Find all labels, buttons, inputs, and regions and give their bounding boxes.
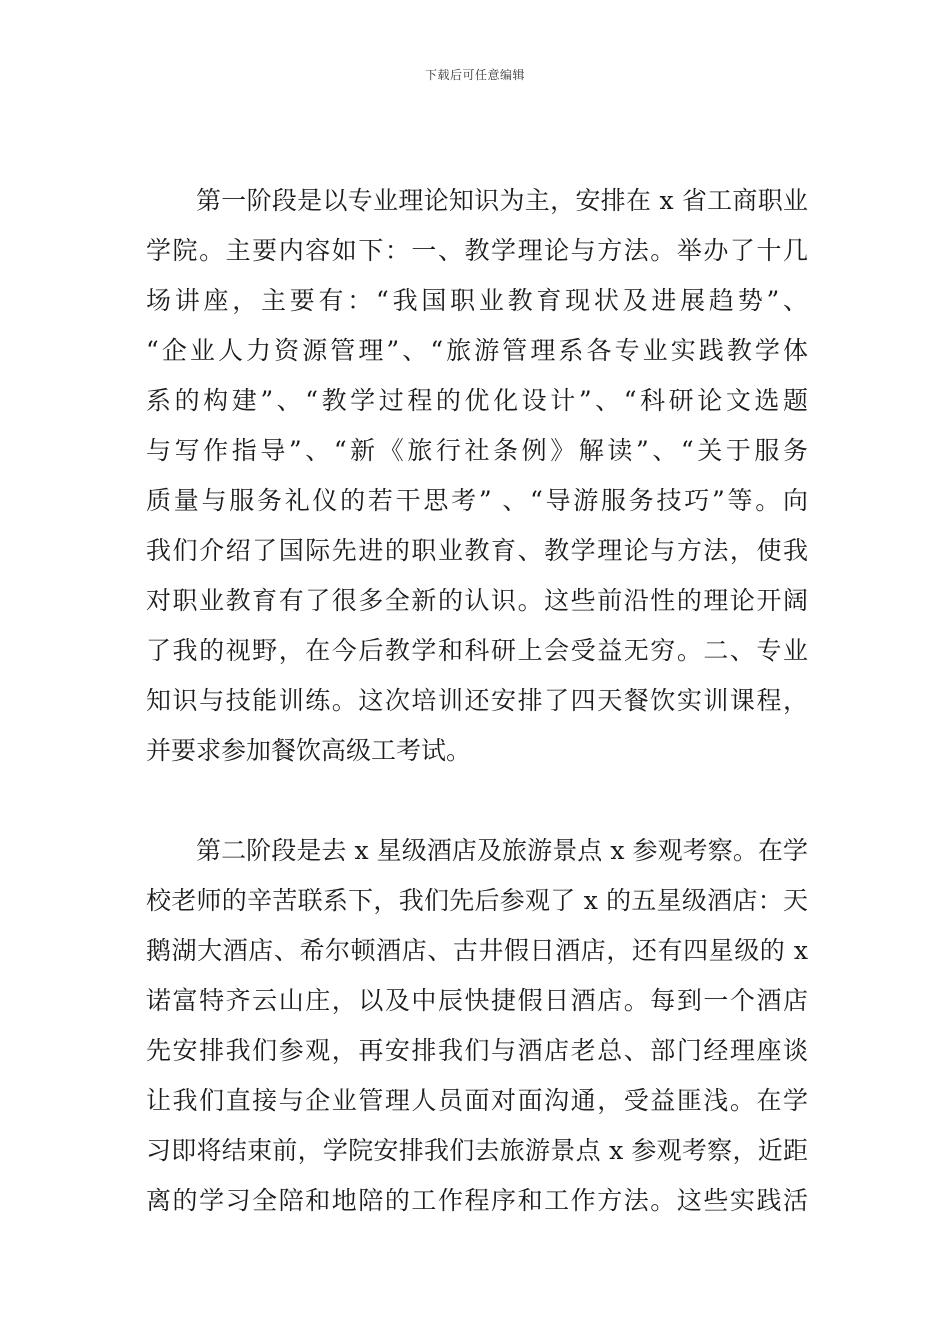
paragraph-line: 对职业教育有了很多全新的认识。这些前沿性的理论开阔 [146, 586, 808, 615]
paragraph-line: 第一阶段是以专业理论知识为主，安排在 x 省工商职业 [196, 186, 808, 215]
paragraph-line: 我们介绍了国际先进的职业教育、教学理论与方法，使我 [146, 536, 808, 565]
paragraph-line: 离的学习全陪和地陪的工作程序和工作方法。这些实践活 [146, 1186, 808, 1215]
paragraph-line: 并要求参加餐饮高级工考试。 [146, 736, 472, 765]
paragraph-line: 先安排我们参观，再安排我们与酒店老总、部门经理座谈 [146, 1036, 808, 1065]
paragraph-line: 与写作指导”、“新《旅行社条例》解读”、“关于服务 [146, 436, 808, 465]
paragraph-line: 让我们直接与企业管理人员面对面沟通，受益匪浅。在学 [146, 1086, 808, 1115]
paragraph-line: 场讲座，主要有：“我国职业教育现状及进展趋势”、 [146, 286, 808, 315]
paragraph-line: “企业人力资源管理”、“旅游管理系各专业实践教学体 [146, 336, 808, 365]
paragraph-stage-one [146, 176, 808, 776]
paragraph-line: 鹅湖大酒店、希尔顿酒店、古井假日酒店，还有四星级的 x [146, 936, 808, 965]
paragraph-line: 系的构建”、“教学过程的优化设计”、“科研论文选题 [146, 386, 808, 415]
paragraph-line: 了我的视野，在今后教学和科研上会受益无穷。二、专业 [146, 636, 808, 665]
paragraph-line: 学院。主要内容如下：一、教学理论与方法。举办了十几 [146, 236, 808, 265]
paragraph-line: 习即将结束前，学院安排我们去旅游景点 x 参观考察，近距 [146, 1136, 808, 1165]
paragraph-spacer [146, 776, 808, 826]
document-body [146, 176, 808, 1226]
paragraph-line: 诺富特齐云山庄，以及中辰快捷假日酒店。每到一个酒店 [146, 986, 808, 1015]
page-header: 下载后可任意编辑 [424, 68, 525, 82]
paragraph-line: 第二阶段是去 x 星级酒店及旅游景点 x 参观考察。在学 [196, 836, 808, 865]
paragraph-line: 质量与服务礼仪的若干思考” 、“导游服务技巧”等。向 [146, 486, 808, 515]
paragraph-line: 校老师的辛苦联系下，我们先后参观了 x 的五星级酒店：天 [146, 886, 808, 915]
paragraph-stage-two [146, 826, 808, 1226]
paragraph-line: 知识与技能训练。这次培训还安排了四天餐饮实训课程， [146, 686, 808, 715]
